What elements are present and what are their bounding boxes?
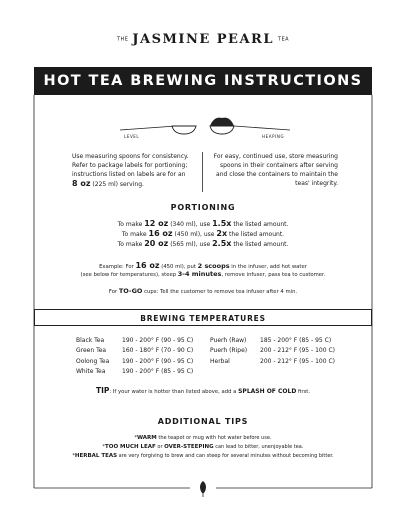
tip-emphasis: WARM: [136, 435, 157, 441]
example-minutes: 3-4 minutes: [177, 270, 222, 278]
to-go-text: For: [108, 289, 119, 295]
tea-name: Oolong Tea: [76, 357, 110, 365]
tea-temperature: 185 - 200° F (85 - 95 C): [260, 337, 332, 344]
tea-temperature: 200 - 212° F (95 - 100 C): [260, 347, 335, 355]
tip-text: the teapot or mug with hot water before use.: [156, 435, 272, 441]
portion-row: [0, 219, 406, 229]
temperature-row: [210, 336, 335, 346]
example-size: 16 oz: [135, 261, 160, 270]
example-scoops: 2 scoops: [197, 262, 230, 270]
additional-tips-heading: ADDITIONAL TIPS: [157, 417, 249, 426]
tip-emphasis: TOO MUCH LEAF: [105, 444, 156, 450]
portion-text: To make: [117, 221, 145, 228]
serving-size: 8 oz: [72, 179, 91, 188]
logo-suffix: TEA: [277, 36, 290, 43]
storage-instructions-text: [194, 152, 338, 188]
tip-text: can lead to bitter, unenjoyable tea.: [213, 444, 304, 450]
temperature-list-left: [76, 336, 193, 377]
portioning-heading: PORTIONING: [170, 203, 236, 212]
temperature-row: [76, 357, 193, 367]
leaf-ornament-icon: [200, 481, 206, 497]
tea-temperature: 190 - 200° F (85 - 95 C): [122, 367, 194, 375]
right-line: teas' integrity.: [295, 180, 338, 187]
brand-logo: [0, 32, 406, 47]
tip-text: or: [155, 444, 165, 450]
to-go-text: cups: Tell the customer to remove tea infuser after 4 min.: [142, 289, 298, 295]
portion-row: [0, 239, 406, 249]
portion-text: (450 ml), use: [172, 231, 217, 238]
temperature-list-right: [210, 336, 335, 367]
portion-multiplier: 2.5x: [212, 239, 232, 248]
portion-row: [0, 229, 406, 239]
tea-name: Green Tea: [76, 347, 107, 355]
portion-text: To make: [117, 241, 145, 248]
portion-size: 20 oz: [144, 239, 169, 248]
example-text: , remove infuser, pass tea to customer.: [221, 272, 326, 278]
tea-temperature: 190 - 200° F (90 - 95 C): [122, 337, 194, 344]
temperature-row: [210, 357, 335, 367]
tea-name: Puerh (Ripe): [210, 347, 248, 355]
example-line-2: [0, 270, 406, 280]
serving-rest: (225 ml) serving.: [90, 181, 144, 188]
tip-text: first.: [296, 389, 311, 395]
portion-multiplier: 2x: [216, 229, 228, 238]
portion-text: the listed amount.: [231, 221, 289, 228]
tea-name: White Tea: [76, 367, 106, 375]
temperature-row: [76, 367, 193, 377]
portion-text: the listed amount.: [231, 241, 289, 248]
left-line: Refer to package labels for portioning;: [72, 162, 188, 169]
tea-temperature: 160 - 180° F (70 - 90 C): [122, 347, 194, 355]
tip-marker: *: [72, 453, 75, 459]
page-title: HOT TEA BREWING INSTRUCTIONS: [34, 67, 372, 95]
tip-text: are very forgiving to brew and can steep for several minutes without becoming bitter.: [117, 453, 334, 459]
tip-emphasis: OVER-STEEPING: [164, 444, 214, 450]
tip-text: : If your water is hotter than listed above, add a: [109, 389, 239, 395]
temperature-row: [76, 336, 193, 346]
temperature-row: [76, 346, 193, 356]
temperature-tip: [0, 386, 406, 397]
tip-marker: *: [102, 444, 106, 450]
portion-text: the listed amount.: [227, 231, 285, 238]
tea-name: Black Tea: [76, 337, 105, 344]
right-line: For easy, continued use, store measuring: [213, 153, 338, 160]
example-text: (see below for temperatures), steep: [80, 272, 178, 278]
portion-size: 12 oz: [144, 219, 169, 228]
additional-tip: [0, 452, 406, 460]
tip-emphasis: HERBAL TEAS: [74, 453, 118, 459]
brewing-temperatures-heading: BREWING TEMPERATURES: [34, 309, 372, 326]
portion-text: To make: [121, 231, 149, 238]
tip-label: TIP: [95, 386, 110, 395]
tea-temperature: 190 - 200° F (90 - 95 C): [122, 357, 194, 365]
logo-prefix: THE: [116, 36, 129, 43]
portion-text: (340 ml), use: [168, 221, 213, 228]
left-line: Use measuring spoons for consistency.: [72, 153, 189, 160]
tea-name: Puerh (Raw): [210, 337, 247, 344]
portion-size: 16 oz: [148, 229, 173, 238]
tea-name: Herbal: [210, 357, 230, 365]
heaping-label: HEAPING: [262, 134, 285, 139]
portion-multiplier: 1.5x: [212, 219, 232, 228]
logo-brand: JASMINE PEARL: [132, 32, 274, 47]
temperature-row: [210, 346, 335, 356]
additional-tip: [0, 443, 406, 451]
to-go-label: TO-GO: [118, 287, 143, 295]
additional-tip: [0, 434, 406, 442]
example-text: (450 ml), put: [159, 264, 198, 270]
tip-emphasis: SPLASH OF COLD: [238, 388, 297, 395]
spoon-illustration: [110, 113, 300, 143]
portion-text: (565 ml), use: [168, 241, 213, 248]
example-text: Example: For: [99, 264, 136, 270]
tea-temperature: 200 - 212° F (95 - 100 C): [260, 357, 335, 365]
tip-marker: *: [134, 435, 137, 441]
right-line: spoons in their containers after serving: [219, 162, 338, 169]
right-line: and close the containers to maintain the: [216, 171, 338, 178]
to-go-line: [0, 287, 406, 297]
level-label: LEVEL: [124, 134, 140, 139]
example-text: in the infuser, add hot water: [229, 264, 307, 270]
left-line: instructions listed on labels are for an: [72, 171, 186, 178]
